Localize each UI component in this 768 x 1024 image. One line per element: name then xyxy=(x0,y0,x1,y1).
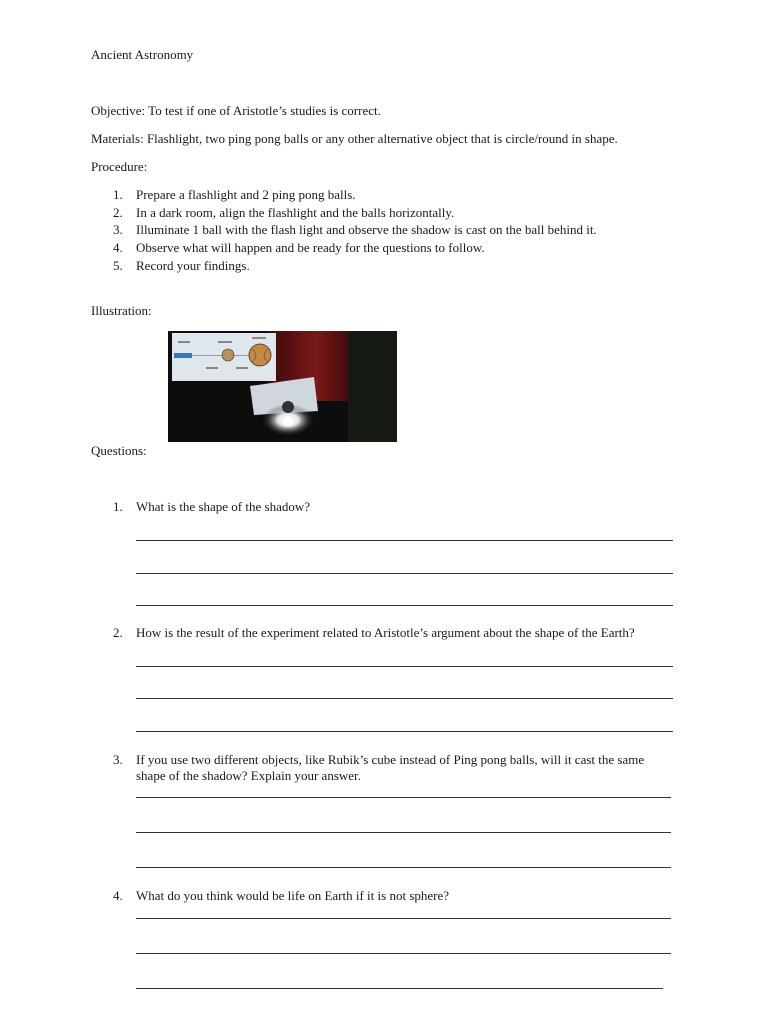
question-number: 1. xyxy=(113,499,123,514)
step-number: 3. xyxy=(113,222,123,237)
step-text: Prepare a flashlight and 2 ping pong balls. xyxy=(136,187,356,202)
materials-text: Materials: Flashlight, two ping pong balls or any other alternative object that is circle/round in shape. xyxy=(91,131,618,146)
question-number: 3. xyxy=(113,752,123,767)
question-text: What is the shape of the shadow? xyxy=(136,499,311,514)
answer-line[interactable] xyxy=(136,540,673,541)
step-number: 5. xyxy=(113,258,123,273)
answer-line[interactable] xyxy=(136,918,671,919)
question-text-continued: shape of the shadow? Explain your answer. xyxy=(136,768,361,783)
answer-line[interactable] xyxy=(136,731,673,732)
procedure-label: Procedure: xyxy=(91,159,148,174)
question-number: 2. xyxy=(113,625,123,640)
answer-line[interactable] xyxy=(136,797,671,798)
step-text: Observe what will happen and be ready for the questions to follow. xyxy=(136,240,485,255)
answer-line[interactable] xyxy=(136,605,673,606)
step-number: 4. xyxy=(113,240,123,255)
step-text: In a dark room, align the flashlight and the balls horizontally. xyxy=(136,205,455,220)
question-text: If you use two different objects, like Rubik’s cube instead of Ping pong balls, will it cast the same xyxy=(136,752,645,767)
answer-line[interactable] xyxy=(136,988,663,989)
answer-line[interactable] xyxy=(136,698,673,699)
experiment-photo xyxy=(168,331,397,442)
question-text: What do you think would be life on Earth if it is not sphere? xyxy=(136,888,450,903)
questions-label: Questions: xyxy=(91,443,147,458)
step-number: 1. xyxy=(113,187,123,202)
answer-line[interactable] xyxy=(136,666,673,667)
answer-line[interactable] xyxy=(136,832,671,833)
illustration-label: Illustration: xyxy=(91,303,152,318)
step-text: Record your findings. xyxy=(136,258,250,273)
objective-text: Objective: To test if one of Aristotle’s studies is correct. xyxy=(91,103,381,118)
answer-line[interactable] xyxy=(136,573,673,574)
step-text: Illuminate 1 ball with the flash light and observe the shadow is cast on the ball behind it. xyxy=(136,222,597,237)
answer-line[interactable] xyxy=(136,867,671,868)
illustration-photo xyxy=(168,331,397,442)
question-number: 4. xyxy=(113,888,123,903)
step-number: 2. xyxy=(113,205,123,220)
question-text: How is the result of the experiment related to Aristotle’s argument about the shape of the Earth? xyxy=(136,625,635,640)
answer-line[interactable] xyxy=(136,953,671,954)
ping-pong-ball xyxy=(282,401,294,413)
document-title: Ancient Astronomy xyxy=(91,47,194,62)
